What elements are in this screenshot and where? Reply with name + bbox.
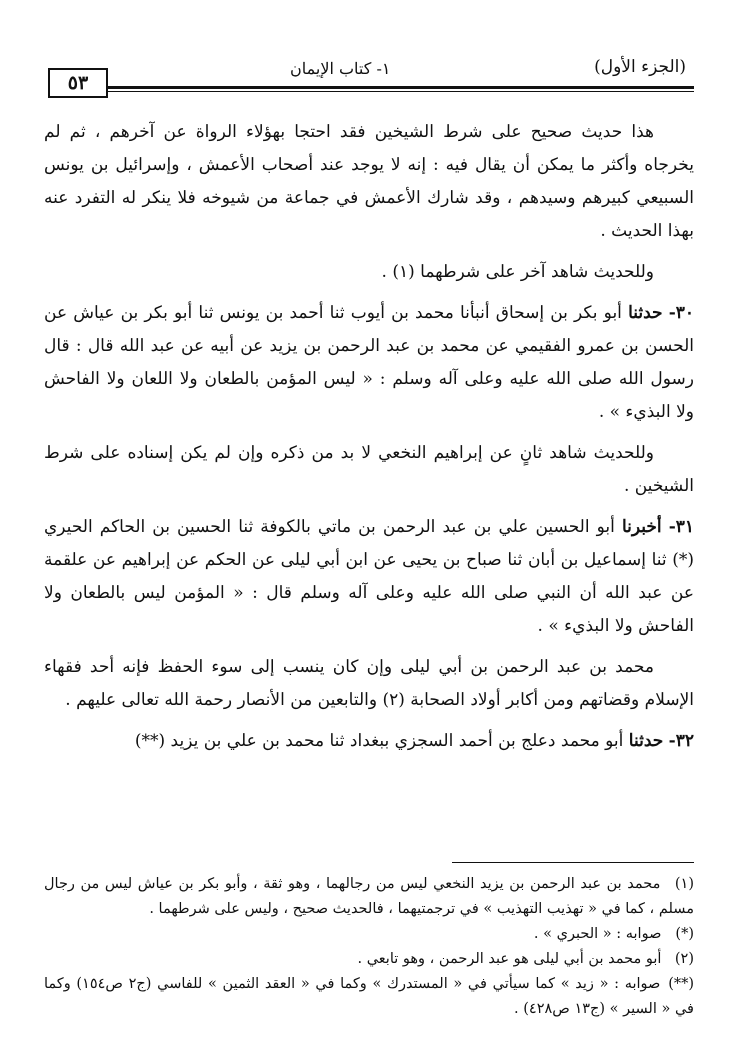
- volume-label: (الجزء الأول): [594, 57, 686, 77]
- hadith-keyword: أخبرنا: [621, 517, 662, 537]
- hadith-keyword: حدثنا: [628, 731, 664, 751]
- main-text: [44, 116, 694, 758]
- footnote-marker: (٢): [674, 951, 694, 967]
- footnote: [44, 947, 694, 972]
- hadith-32: [44, 725, 694, 758]
- header-rule-thick: [108, 86, 694, 89]
- footnote-text: صوابه : « زيد » كما سيأتي في « المستدرك » وكما في « العقد الثمين » للفاسي (ج٢ ص١٥٤) وكما في « السير » (ج١٣ ص٤٢٨) .: [44, 976, 694, 1017]
- paragraph-witness-note: وللحديث شاهد آخر على شرطهما (١) .: [381, 262, 654, 282]
- footnote-marker: (١): [674, 876, 695, 892]
- page-number: ٥٣: [67, 72, 89, 94]
- hadith-30: [44, 297, 694, 429]
- footnote-marker: (*): [675, 926, 694, 942]
- footnote-text: محمد بن عبد الرحمن بن يزيد النخعي ليس من رجالهما ، وهو ثقة ، وأبو بكر بن عياش ليس من رجال مسلم ، كما في « تهذيب التهذيب » في ترجمتيهما ، فالحديث صحيح ، وليس على شرطهما .: [44, 876, 694, 917]
- footnote-marker: (**): [668, 976, 695, 992]
- hadith-number: ٣١-: [668, 517, 695, 537]
- hadith-31: [44, 511, 694, 643]
- hadith-keyword: حدثنا: [628, 303, 663, 323]
- footnote-text: أبو محمد بن أبي ليلى هو عبد الرحمن ، وهو تابعي .: [357, 951, 662, 967]
- paragraph-second-witness: وللحديث شاهد ثانٍ عن إبراهيم النخعي لا بد من ذكره وإن لم يكن إسناده على شرط الشيخين .: [44, 443, 694, 496]
- hadith-number: ٣٠-: [668, 303, 695, 323]
- footnote-separator: [452, 862, 694, 863]
- footnote-text: صوابه : « الحبري » .: [533, 926, 662, 942]
- hadith-text: أبو بكر بن إسحاق أنبأنا محمد بن أيوب ثنا أحمد بن يونس ثنا أبو بكر بن عياش عن الحسن بن عمرو الفقيمي عن محمد بن عبد الرحمن بن يزيد عن أبيه عن عبد الله قال : قال رسول الله صلى الله عليه وعلى آله وسلم : « ليس المؤمن بالطعان ولا اللعان ولا الفاحش ولا البذيء » .: [44, 303, 694, 422]
- paragraph-narrator-note: محمد بن عبد الرحمن بن أبي ليلى وإن كان ينسب إلى سوء الحفظ فإنه أحد فقهاء الإسلام وقضاتهم ومن أكابر أولاد الصحابة (٢) والتابعين من الأنصار رحمة الله تعالى عليهم .: [44, 657, 694, 710]
- footnote: [44, 872, 694, 922]
- hadith-text: أبو محمد دعلج بن أحمد السجزي ببغداد ثنا محمد بن علي بن يزيد (**): [134, 731, 624, 751]
- footnote: [44, 972, 694, 1022]
- footnote: [44, 922, 694, 947]
- page-number-box: [48, 68, 108, 98]
- hadith-text: أبو الحسين علي بن عبد الرحمن بن ماتي بالكوفة ثنا الحسين بن الحاكم الحيري (*) ثنا إسماعيل بن أبان ثنا صباح بن يحيى عن ابن أبي ليلى عن الحكم عن إبراهيم عن علقمة عن عبد الله أن النبي صلى الله عليه وعلى آله وسلم قال : « المؤمن ليس بالطعان ولا الفاحش ولا البذيء » .: [44, 517, 694, 636]
- chapter-title: ١- كتاب الإيمان: [290, 59, 391, 78]
- header-rule-thin: [108, 91, 694, 92]
- paragraph-commentary-1: هذا حديث صحيح على شرط الشيخين فقد احتجا بهؤلاء الرواة عن آخرهم ، ثم لم يخرجاه وأكثر ما يمكن أن يقال فيه : إنه لا يوجد عند أصحاب الأعمش ، وإسرائيل بن يونس السبيعي كبيرهم وسيدهم ، وقد شارك الأعمش في جماعة من شيوخه فلا ينكر له التفرد عنه بهذا الحديث .: [44, 122, 694, 241]
- hadith-number: ٣٢-: [668, 731, 694, 751]
- footnotes: [44, 872, 694, 1022]
